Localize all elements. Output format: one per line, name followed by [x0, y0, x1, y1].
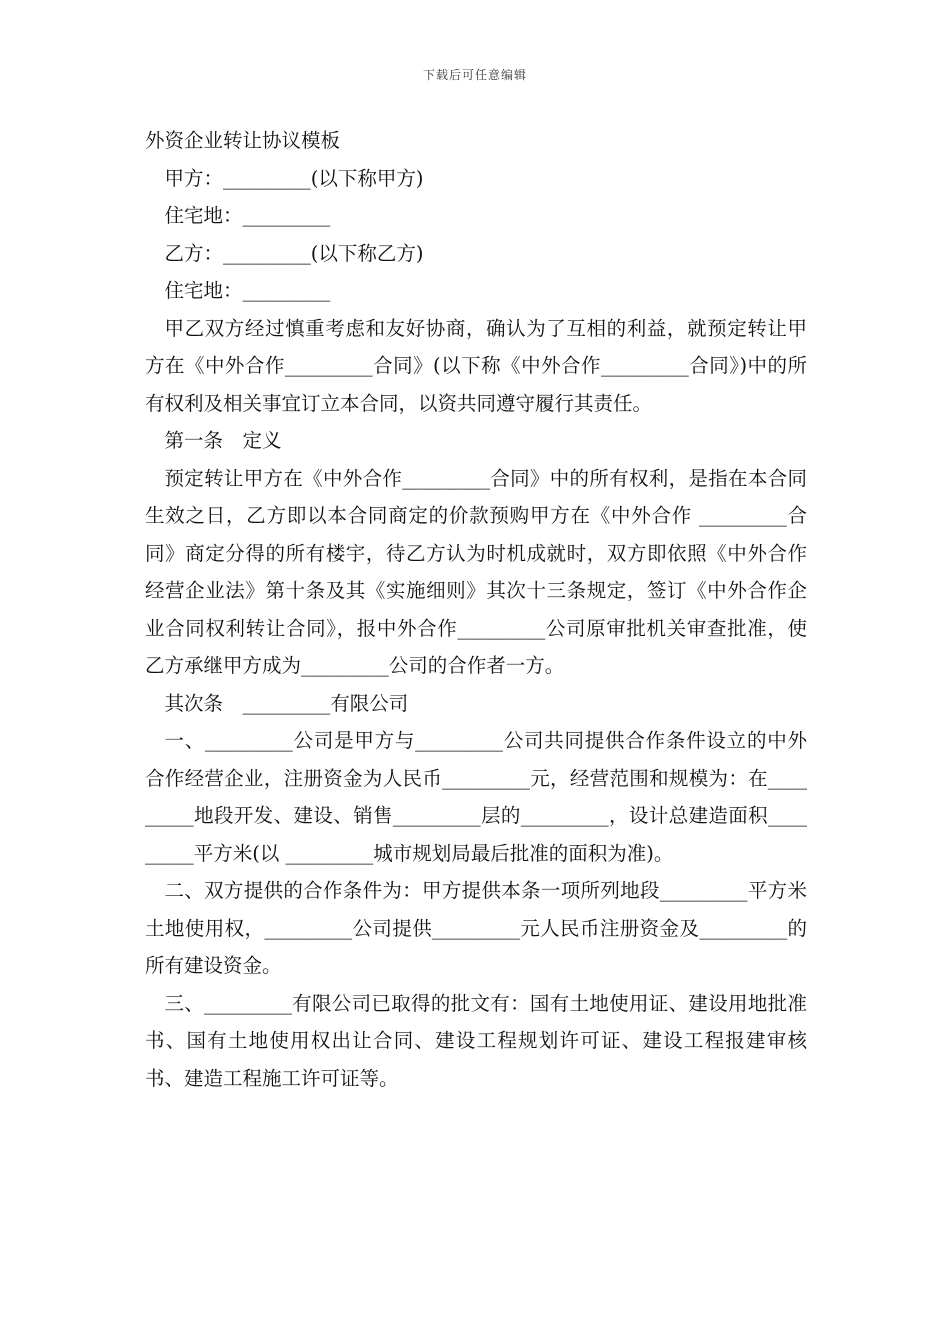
article2-item1: 一、_________公司是甲方与_________公司共同提供合作条件设立的中外合作经营企业，注册资金为人民币_________元，经营范围和规模为：在_________地段开发、建设、销售_________层的_________，设计总建造面积_________平方米(以 _________城市规划局最后批准的面积为准)。: [145, 729, 807, 865]
article2-heading: 其次条 _________有限公司: [164, 691, 409, 715]
party-a-line: 甲方：_________(以下称甲方): [164, 166, 424, 190]
party-a-address-line: 住宅地：_________: [164, 204, 331, 227]
party-b-address-line: 住宅地：_________: [164, 279, 331, 302]
article1-heading: 第一条 定义: [164, 429, 282, 452]
document-body: [145, 122, 807, 1097]
article1-body: 预定转让甲方在《中外合作_________合同》中的所有权利，是指在本合同生效之日，乙方即以本合同商定的价款预购甲方在《中外合作 _________合同》商定分得的所有楼宇，待乙方认为时机成就时，双方即依照《中外合作经营企业法》第十条及其《实施细则》其次十三条规定，签订《中外合作企业合同权利转让合同》，报中外合作_________公司原审批机关审查批准，使乙方承继甲方成为_________公司的合作者一方。: [145, 466, 807, 677]
document-title: 外资企业转让协议模板: [145, 129, 341, 152]
page-header: 下载后可任意编辑: [422, 68, 527, 82]
party-b-line: 乙方：_________(以下称乙方): [164, 241, 424, 265]
article2-item3: 三、_________有限公司已取得的批文有：国有土地使用证、建设用地批准书、国有土地使用权出让合同、建设工程规划许可证、建设工程报建审核书、建造工程施工许可证等。: [145, 991, 807, 1090]
preamble-paragraph: 甲乙双方经过慎重考虑和友好协商，确认为了互相的利益，就预定转让甲方在《中外合作_________合同》(以下称《中外合作_________合同》)中的所有权利及相关事宜订立本合同，以资共同遵守履行其责任。: [145, 316, 807, 415]
article2-item2: 二、双方提供的合作条件为：甲方提供本条一项所列地段_________平方米土地使用权，_________公司提供_________元人民币注册资金及_________的所有建设资金。: [145, 879, 807, 977]
